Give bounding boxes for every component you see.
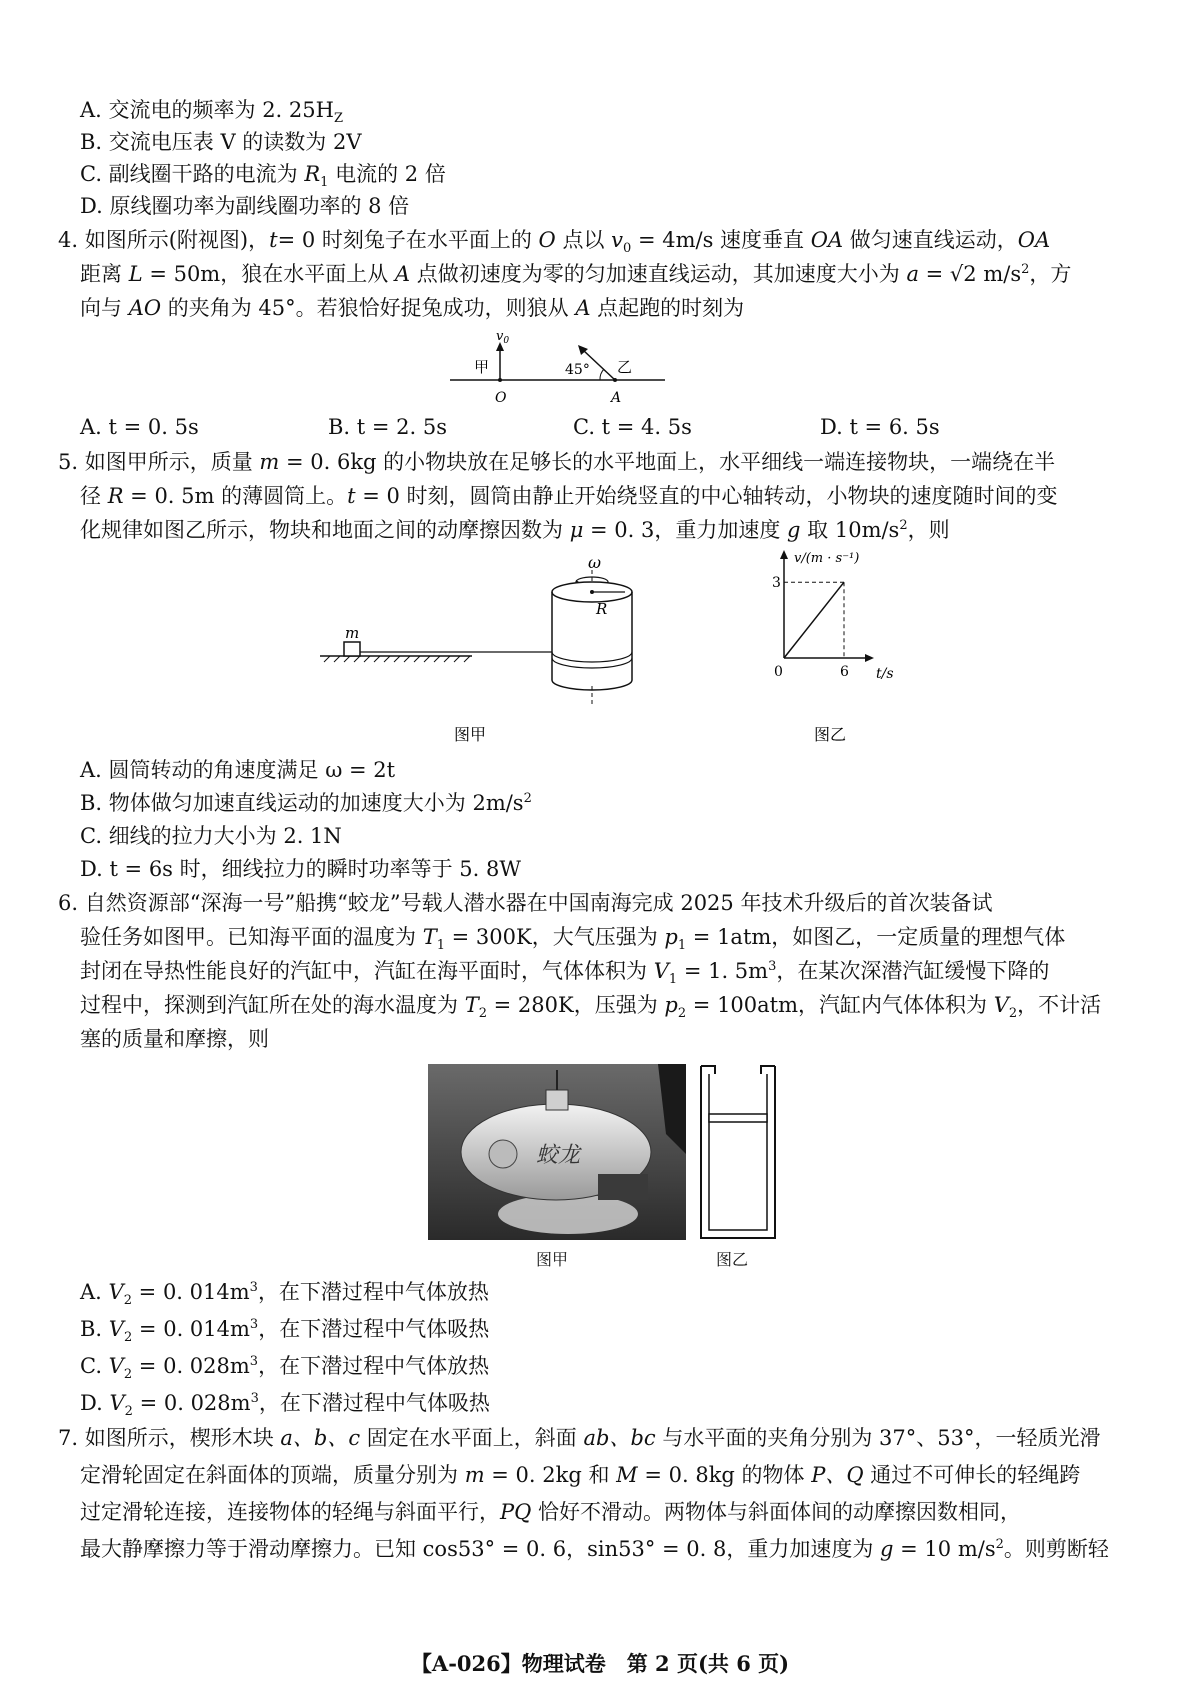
q5-option-b: [80, 789, 532, 817]
q7-l4-b: = 10 m/s: [893, 1537, 996, 1561]
q6-line-5: 塞的质量和摩擦，则: [80, 1027, 269, 1051]
q7-l1-ab: ab、bc: [583, 1426, 656, 1450]
q6-caption-yi: 图乙: [716, 1250, 749, 1269]
q5-chart-ylabel: v/(m · s⁻¹): [794, 551, 860, 566]
q5-center-dot: [590, 590, 594, 594]
q5-fig-b-caption: 图乙: [814, 725, 847, 744]
q6-l4-p2: 2: [677, 1006, 687, 1022]
q5-omega-label: ω: [588, 553, 602, 572]
q6-l3-sup: 3: [768, 959, 777, 974]
q6-opt-c-post: ，在下潜过程中气体放热: [258, 1354, 490, 1378]
q7-l1-c: 与水平面的夹角分别为 37°、53°，一轻质光滑: [655, 1426, 1101, 1450]
q6-opt-c-v2: 2: [123, 1367, 133, 1383]
q6-opt-c-eq: =: [132, 1354, 164, 1378]
q4-jia-label: 甲: [474, 358, 490, 376]
q6-line-3: [80, 957, 1050, 988]
q6-l4-d: ，不计活: [1017, 993, 1102, 1017]
q6-opt-b-pre: B.: [80, 1317, 109, 1341]
q5-r-label: R: [596, 600, 608, 618]
q4-l1-d: = 4m/s 速度垂直: [631, 228, 811, 252]
q6-opt-b-post: ，在下潜过程中气体吸热: [258, 1317, 490, 1341]
q6-opt-b-vol: 0. 014m: [163, 1317, 250, 1341]
q6-opt-d-eq: =: [132, 1391, 164, 1415]
q4-l2-sup: 2: [1021, 262, 1030, 277]
q5-option-a: A. 圆筒转动的角速度满足 ω = 2t: [80, 758, 396, 782]
q4-l2-b: = 50m，狼在水平面上从: [142, 262, 395, 286]
q6-photo-manipulator: [598, 1174, 648, 1200]
q5-figure-a: [320, 548, 700, 748]
q5-l2-t: t: [347, 484, 356, 508]
q7-l1-b: 固定在水平面上，斜面: [360, 1426, 584, 1450]
q5-ground-hatch: [324, 656, 470, 662]
q4-l1-a: 4. 如图所示(附视图)，: [58, 228, 270, 252]
q4-l1-v0: 0: [623, 241, 632, 257]
q6-caption-jia: 图甲: [536, 1250, 569, 1269]
q4-l1-oa2: OA: [1017, 228, 1051, 252]
q6-l2-t1: 1: [436, 938, 445, 954]
q5-chart-xtick-6: 6: [840, 664, 849, 680]
q5-cylinder-band-1: [552, 652, 632, 662]
q5-block: [344, 642, 360, 656]
q5-chart-x-arrowhead: [865, 654, 874, 662]
q6-l3-v1: 1: [668, 972, 678, 988]
q4-l1-c: 点以: [555, 228, 612, 252]
q6-l2-c: = 1atm，如图乙，一定质量的理想气体: [686, 925, 1066, 949]
q6-opt-a-v2: 2: [123, 1293, 132, 1309]
q6-l3-b: = 1. 5m: [677, 959, 769, 983]
q4-l1-oa: OA: [810, 228, 844, 252]
q5-vt-chart: [770, 548, 910, 748]
q3-option-c: [80, 160, 446, 191]
q3-option-a: [80, 96, 343, 127]
q3-option-c-r: R: [304, 162, 321, 186]
q6-submersible-photo: [428, 1064, 686, 1240]
q6-opt-a-pre: A.: [80, 1280, 109, 1304]
q6-opt-c-pre: C.: [80, 1354, 109, 1378]
q6-cylinder-inner-wall: [709, 1074, 767, 1230]
q7-line-3: [80, 1498, 1021, 1526]
q4-l1-e: 做匀速直线运动，: [843, 228, 1018, 252]
q5-l2-r: R: [107, 484, 124, 508]
q6-opt-d-v: V: [109, 1391, 125, 1415]
q4-angle-arc: [600, 369, 604, 380]
q5-l3-d: ，则: [907, 518, 950, 542]
q5-chart-series-line: [784, 582, 844, 658]
q7-l2-b: = 0. 2kg 和: [484, 1463, 617, 1487]
q7-line-2: [80, 1461, 1080, 1489]
q6-option-a: [80, 1278, 489, 1309]
q6-l2-t: T: [422, 925, 437, 949]
q6-l4-t: T: [464, 993, 479, 1017]
q4-o-label: O: [495, 390, 507, 406]
q4-figure: [440, 328, 680, 408]
q6-option-c: [80, 1352, 490, 1383]
q5-option-b-sup: 2: [523, 791, 532, 806]
q4-l3-A: A: [575, 296, 591, 320]
q4-l2-l: L: [128, 262, 143, 286]
q6-l3-c: ，在某次深潜汽缸缓慢下降的: [776, 959, 1050, 983]
q5-l3-b: = 0. 3，重力加速度: [583, 518, 788, 542]
q6-line-4: [80, 991, 1102, 1022]
q7-l1-abc: a、b、c: [280, 1426, 361, 1450]
q4-l3-ao: AO: [128, 296, 162, 320]
q5-fig-a-caption: 图甲: [454, 725, 487, 744]
q6-piston: [709, 1114, 767, 1122]
q6-l2-p: p: [664, 925, 678, 949]
q5-chart-zero: 0: [774, 664, 783, 680]
q4-l2-accel: a: [906, 262, 919, 286]
q7-l3-pq: PQ: [500, 1500, 532, 1524]
q7-l2-a: 定滑轮固定在斜面体的顶端，质量分别为: [80, 1463, 465, 1487]
q7-l2-d: 通过不可伸长的轻绳跨: [863, 1463, 1081, 1487]
q6-line-1: 6. 自然资源部“深海一号”船携“蛟龙”号载人潜水器在中国南海完成 2025 年技术升级后的首次装备试: [58, 891, 993, 915]
q4-l1-t: t: [269, 228, 278, 252]
q3-option-c-sub: 1: [320, 175, 329, 191]
q6-l2-a: 验任务如图甲。已知海平面的温度为: [80, 925, 423, 949]
q6-opt-c-v: V: [108, 1354, 124, 1378]
q6-opt-a-eq: =: [131, 1280, 163, 1304]
q5-l3-sup: 2: [899, 518, 908, 533]
q6-opt-d-vol: 0. 028m: [163, 1391, 251, 1415]
page-footer: 【A-026】物理试卷 第 2 页(共 6 页): [410, 1651, 790, 1676]
q6-opt-b-v2: 2: [123, 1330, 133, 1346]
q7-l4-a: 最大静摩擦力等于滑动摩擦力。已知 cos53° = 0. 6，sin53° = 0. 8，重力加速度为: [80, 1537, 881, 1561]
q7-l4-sup: 2: [995, 1537, 1004, 1552]
q5-chart-y-arrowhead: [780, 550, 788, 559]
q5-option-d: D. t = 6s 时，细线拉力的瞬时功率等于 5. 8W: [80, 857, 521, 881]
q4-point-o: [498, 378, 502, 382]
q6-l4-v: V: [993, 993, 1009, 1017]
q6-photo-porthole: [489, 1140, 517, 1168]
q7-l3-a: 过定滑轮连接，连接物体的轻绳与斜面平行，: [80, 1500, 500, 1524]
q6-opt-a-vol: 0. 014m: [162, 1280, 250, 1304]
q6-l3-v: V: [653, 959, 669, 983]
q6-l4-c: = 100atm，汽缸内气体体积为: [686, 993, 994, 1017]
q4-point-a: [613, 378, 617, 382]
q5-l2-a: 径: [80, 484, 108, 508]
q4-option-a: A. t = 0. 5s: [80, 415, 199, 439]
q7-line-4: [80, 1535, 1109, 1563]
q6-gas-cylinder: [697, 1062, 779, 1242]
q7-l1-a: 7. 如图所示，楔形木块: [58, 1426, 281, 1450]
q6-l2-p1: 1: [677, 938, 687, 954]
q6-cylinder-lip: [701, 1066, 775, 1074]
q4-option-b: B. t = 2. 5s: [328, 415, 448, 439]
q4-option-d: D. t = 6. 5s: [820, 415, 940, 439]
q4-l2-d: = √2 m/s: [918, 262, 1022, 286]
q4-l2-A: A: [394, 262, 411, 286]
q6-option-b: [80, 1315, 490, 1346]
q5-chart-xlabel: t/s: [876, 666, 894, 682]
q5-l3-a: 化规律如图乙所示，物块和地面之间的动摩擦因数为: [80, 518, 570, 542]
q6-opt-c-vol: 0. 028m: [163, 1354, 250, 1378]
q7-l4-c: 。则剪断轻: [1003, 1537, 1109, 1561]
q4-angle-label: 45°: [565, 362, 590, 378]
q4-option-c: C. t = 4. 5s: [573, 415, 692, 439]
q7-l2-M: M: [616, 1463, 638, 1487]
q4-l2-c: 点做初速度为零的匀加速直线运动，其加速度大小为: [410, 262, 907, 286]
q7-l2-pq: P、Q: [811, 1463, 864, 1487]
q4-v0-label: $v_0$: [496, 329, 510, 346]
q6-line-2: [80, 923, 1066, 954]
q5-l3-c: 取 10m/s: [800, 518, 900, 542]
q5-line-3: [80, 516, 950, 544]
q6-opt-d-post: ，在下潜过程中气体吸热: [258, 1391, 490, 1415]
q6-opt-a-post: ，在下潜过程中气体放热: [257, 1280, 489, 1304]
q4-line-3: [80, 294, 744, 322]
q6-opt-a-cube: 3: [249, 1280, 258, 1295]
q5-option-c: C. 细线的拉力大小为 2. 1N: [80, 824, 342, 848]
q6-l4-p: p: [664, 993, 678, 1017]
q4-line-2: [80, 260, 1071, 288]
q6-opt-d-cube: 3: [250, 1391, 259, 1406]
q6-photo-sail: [546, 1090, 568, 1110]
q3-option-b: B. 交流电压表 V 的读数为 2V: [80, 130, 362, 154]
q7-l4-g: g: [880, 1537, 894, 1561]
q6-l4-t2: 2: [478, 1006, 487, 1022]
q6-opt-d-v2: 2: [124, 1404, 133, 1420]
q4-yi-label: 乙: [617, 358, 633, 376]
q5-line-2: [80, 482, 1058, 510]
q4-l3-a: 向与: [80, 296, 129, 320]
q3-option-a-text: A. 交流电的频率为 2. 25H: [80, 98, 334, 122]
q6-option-d: [80, 1389, 490, 1420]
q7-line-1: [58, 1424, 1100, 1452]
q7-l2-m: m: [464, 1463, 485, 1487]
q3-option-c-post: 电流的 2 倍: [328, 162, 446, 186]
q5-l1-b: = 0. 6kg 的小物块放在足够长的水平地面上，水平细线一端连接物块，一端绕在半: [279, 450, 1056, 474]
q6-opt-c-cube: 3: [249, 1354, 259, 1369]
q7-l2-c: = 0. 8kg 的物体: [637, 1463, 812, 1487]
q6-l3-a: 封闭在导热性能良好的汽缸中，汽缸在海平面时，气体体积为: [80, 959, 654, 983]
q7-l3-b: 恰好不滑动。两物体与斜面体间的动摩擦因数相同，: [531, 1500, 1022, 1524]
q4-l1-b: = 0 时刻兔子在水平面上的: [277, 228, 539, 252]
q5-option-b-text: B. 物体做匀加速直线运动的加速度大小为 2m/s: [80, 791, 524, 815]
q6-l4-b: = 280K，压强为: [486, 993, 665, 1017]
q6-l4-v2: 2: [1008, 1006, 1018, 1022]
q5-l2-c: = 0 时刻，圆筒由静止开始绕竖直的中心轴转动，小物块的速度随时间的变: [355, 484, 1058, 508]
q5-l2-b: = 0. 5m 的薄圆筒上。: [123, 484, 348, 508]
q3-option-d: D. 原线圈功率为副线圈功率的 8 倍: [80, 194, 410, 218]
q6-l2-b: = 300K，大气压强为: [444, 925, 665, 949]
q6-opt-d-pre: D.: [80, 1391, 110, 1415]
q5-l1-m: m: [259, 450, 280, 474]
q5-l3-mu: μ: [569, 518, 584, 542]
q6-cylinder-outer-wall: [701, 1066, 775, 1238]
q6-photo-name-text: 蛟龙: [536, 1143, 581, 1168]
q4-l3-b: 的夹角为 45°。若狼恰好捉兔成功，则狼从: [161, 296, 576, 320]
q3-option-a-sub: Z: [333, 111, 343, 127]
q4-line-1: [58, 226, 1051, 257]
q6-opt-a-v: V: [108, 1280, 124, 1304]
q4-l1-o: O: [538, 228, 556, 252]
q5-chart-ytick-3: 3: [772, 575, 781, 592]
q3-option-c-text: C. 副线圈干路的电流为: [80, 162, 305, 186]
q4-l2-a: 距离: [80, 262, 129, 286]
q5-l1-a: 5. 如图甲所示，质量: [58, 450, 260, 474]
q4-l3-c: 点起跑的时刻为: [590, 296, 745, 320]
q6-l4-a: 过程中，探测到汽缸所在处的海水温度为: [80, 993, 465, 1017]
q5-l3-g: g: [787, 518, 801, 542]
q4-a-label: A: [611, 390, 622, 406]
q6-opt-b-v: V: [108, 1317, 124, 1341]
q4-l1-v: v: [611, 228, 623, 252]
q6-opt-b-eq: =: [132, 1317, 164, 1341]
q6-opt-b-cube: 3: [249, 1317, 259, 1332]
q5-m-label: m: [345, 624, 360, 642]
q5-line-1: [58, 448, 1055, 476]
q4-l2-e: ，方: [1029, 262, 1072, 286]
